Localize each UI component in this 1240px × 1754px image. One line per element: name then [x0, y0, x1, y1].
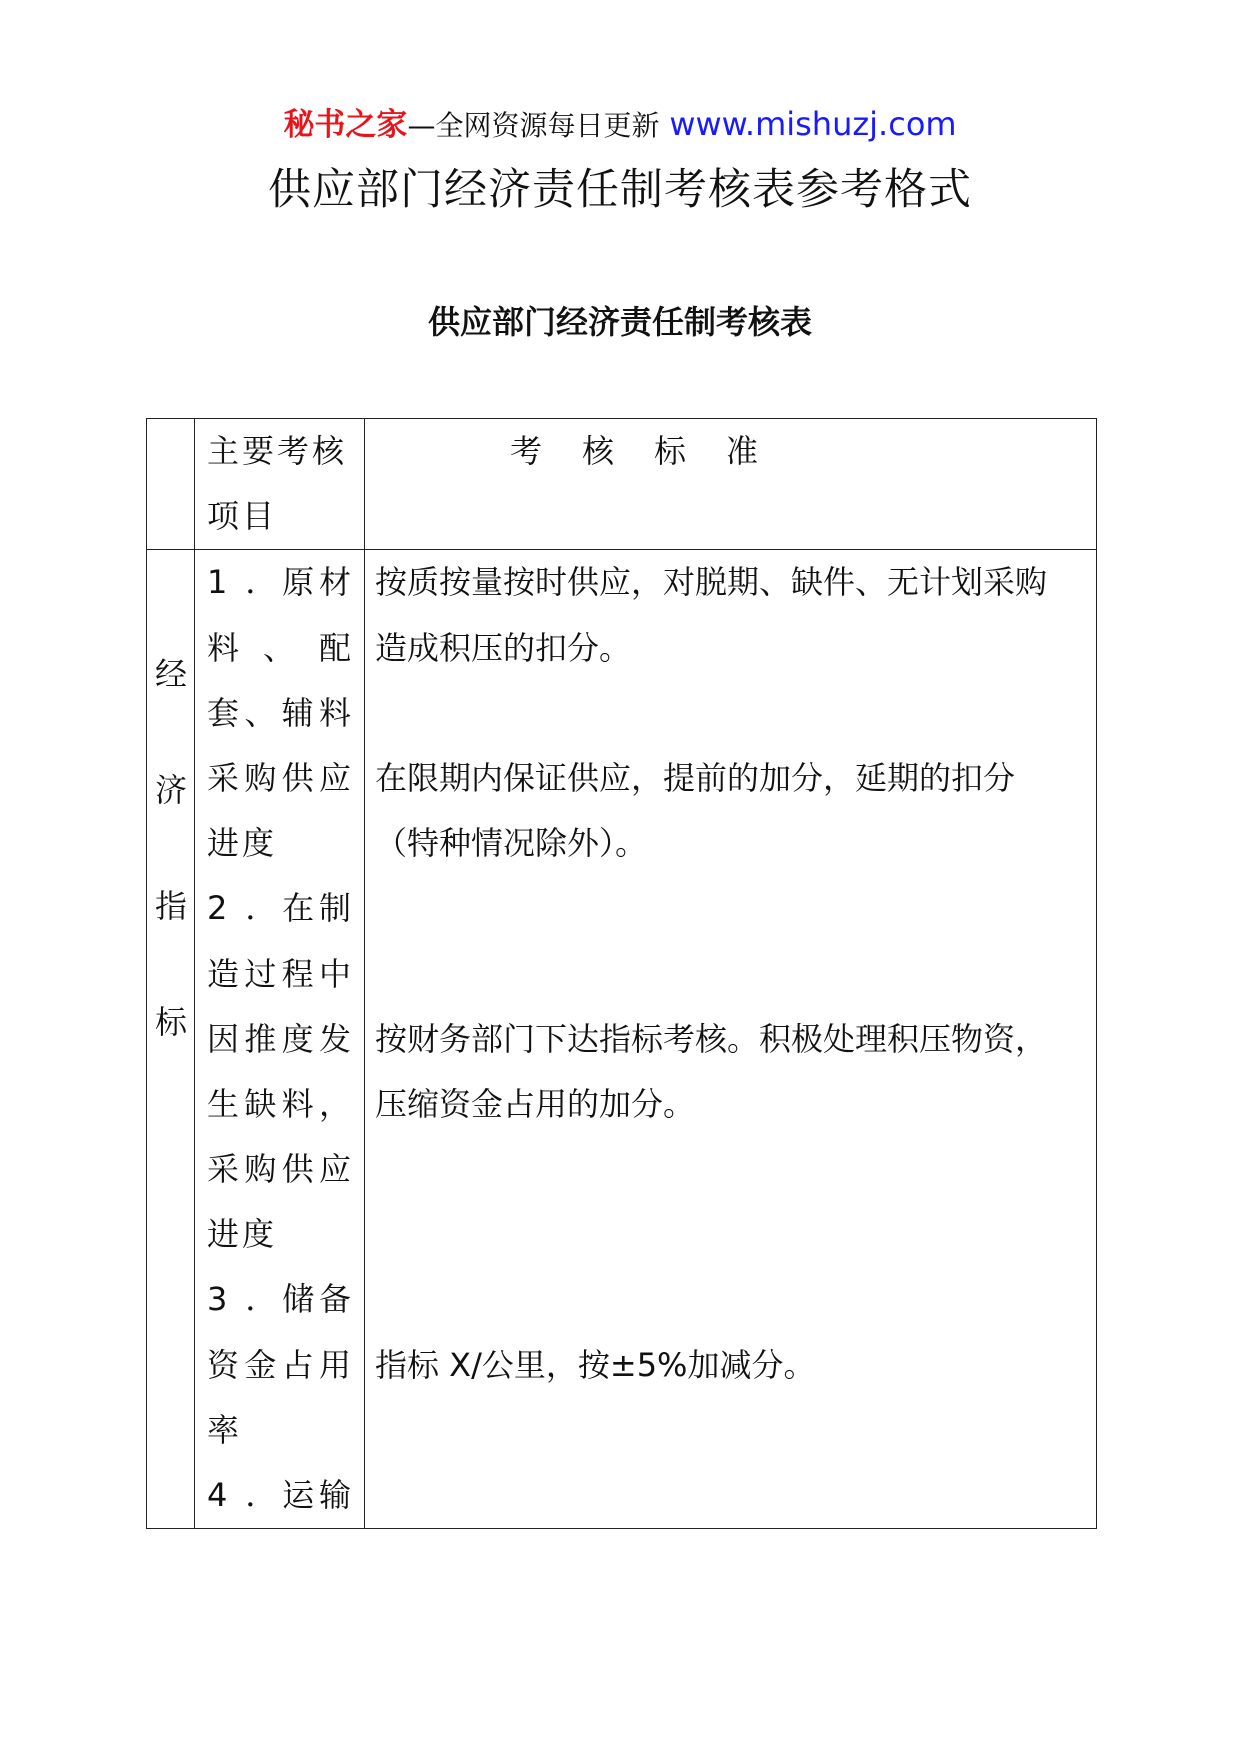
criteria-line — [375, 1398, 1088, 1463]
item-line: 2 ．在制 — [207, 889, 354, 928]
item-line: 率 — [207, 1410, 243, 1449]
header-criteria-cell — [365, 419, 1097, 550]
side-label-char: 经 — [154, 655, 187, 694]
item-line: 套、辅料 — [207, 693, 354, 732]
side-label-cell — [147, 550, 195, 1529]
item-line: 4 ．运输 — [207, 1476, 354, 1514]
criteria-line — [375, 942, 1088, 1007]
criteria-column — [365, 550, 1097, 1529]
item-column — [195, 550, 365, 1529]
item-line: 资金占用 — [207, 1345, 354, 1384]
criteria-line — [375, 876, 1088, 941]
criteria-line — [375, 1267, 1088, 1332]
item-line: 因推度发 — [207, 1019, 354, 1058]
document-title: 供应部门经济责任制考核表参考格式 — [268, 165, 972, 215]
header-criteria-char: 核 — [582, 432, 615, 470]
header-item-line: 主要考核 — [207, 432, 348, 470]
site-header — [0, 104, 1240, 146]
table-header-row — [147, 419, 1097, 550]
side-label-char: 指 — [154, 887, 187, 926]
criteria-line: 按质按量按时供应，对脱期、缺件、无计划采购 — [375, 563, 1048, 602]
item-line: 料 、 配 — [207, 628, 354, 667]
criteria-line: 压缩资金占用的加分。 — [375, 1084, 696, 1123]
criteria-line: 按财务部门下达指标考核。积极处理积压物资， — [375, 1019, 1048, 1058]
item-line: 3 ．储备 — [207, 1280, 354, 1319]
header-tagline: —全网资源每日更新 — [407, 109, 660, 142]
criteria-line: （特种情况除外）。 — [375, 824, 648, 863]
header-item-cell — [195, 419, 365, 550]
brand-name: 秘书之家 — [283, 107, 408, 143]
criteria-line: 指标 X/公里，按±5%加减分。 — [375, 1345, 816, 1384]
criteria-line — [375, 1463, 1088, 1528]
side-label-char: 济 — [154, 771, 187, 810]
table-title: 供应部门经济责任制考核表 — [427, 303, 812, 341]
side-label-char: 标 — [154, 1003, 187, 1042]
item-line: 采购供应 — [207, 758, 354, 797]
criteria-line — [375, 1202, 1088, 1267]
header-criteria-char: 准 — [726, 432, 759, 470]
assessment-table — [146, 418, 1097, 1529]
criteria-line: 在限期内保证供应，提前的加分，延期的扣分 — [375, 758, 1016, 797]
header-criteria-char: 考 — [510, 432, 543, 470]
item-line: 生缺料， — [207, 1084, 354, 1123]
site-url-link[interactable]: www.mishuzj.com — [669, 105, 957, 143]
item-line: 造过程中 — [207, 954, 354, 993]
header-item-line: 项目 — [207, 497, 278, 536]
criteria-line — [375, 681, 1088, 746]
header-side-cell — [147, 419, 195, 550]
item-line: 进度 — [207, 1215, 278, 1254]
item-line: 采购供应 — [207, 1150, 354, 1189]
item-line: 1 ．原材 — [207, 563, 354, 602]
criteria-line: 造成积压的扣分。 — [375, 628, 632, 667]
header-criteria-char: 标 — [654, 432, 687, 470]
item-line: 进度 — [207, 824, 278, 863]
table-body-row — [147, 550, 1097, 1529]
criteria-line — [375, 1137, 1088, 1202]
